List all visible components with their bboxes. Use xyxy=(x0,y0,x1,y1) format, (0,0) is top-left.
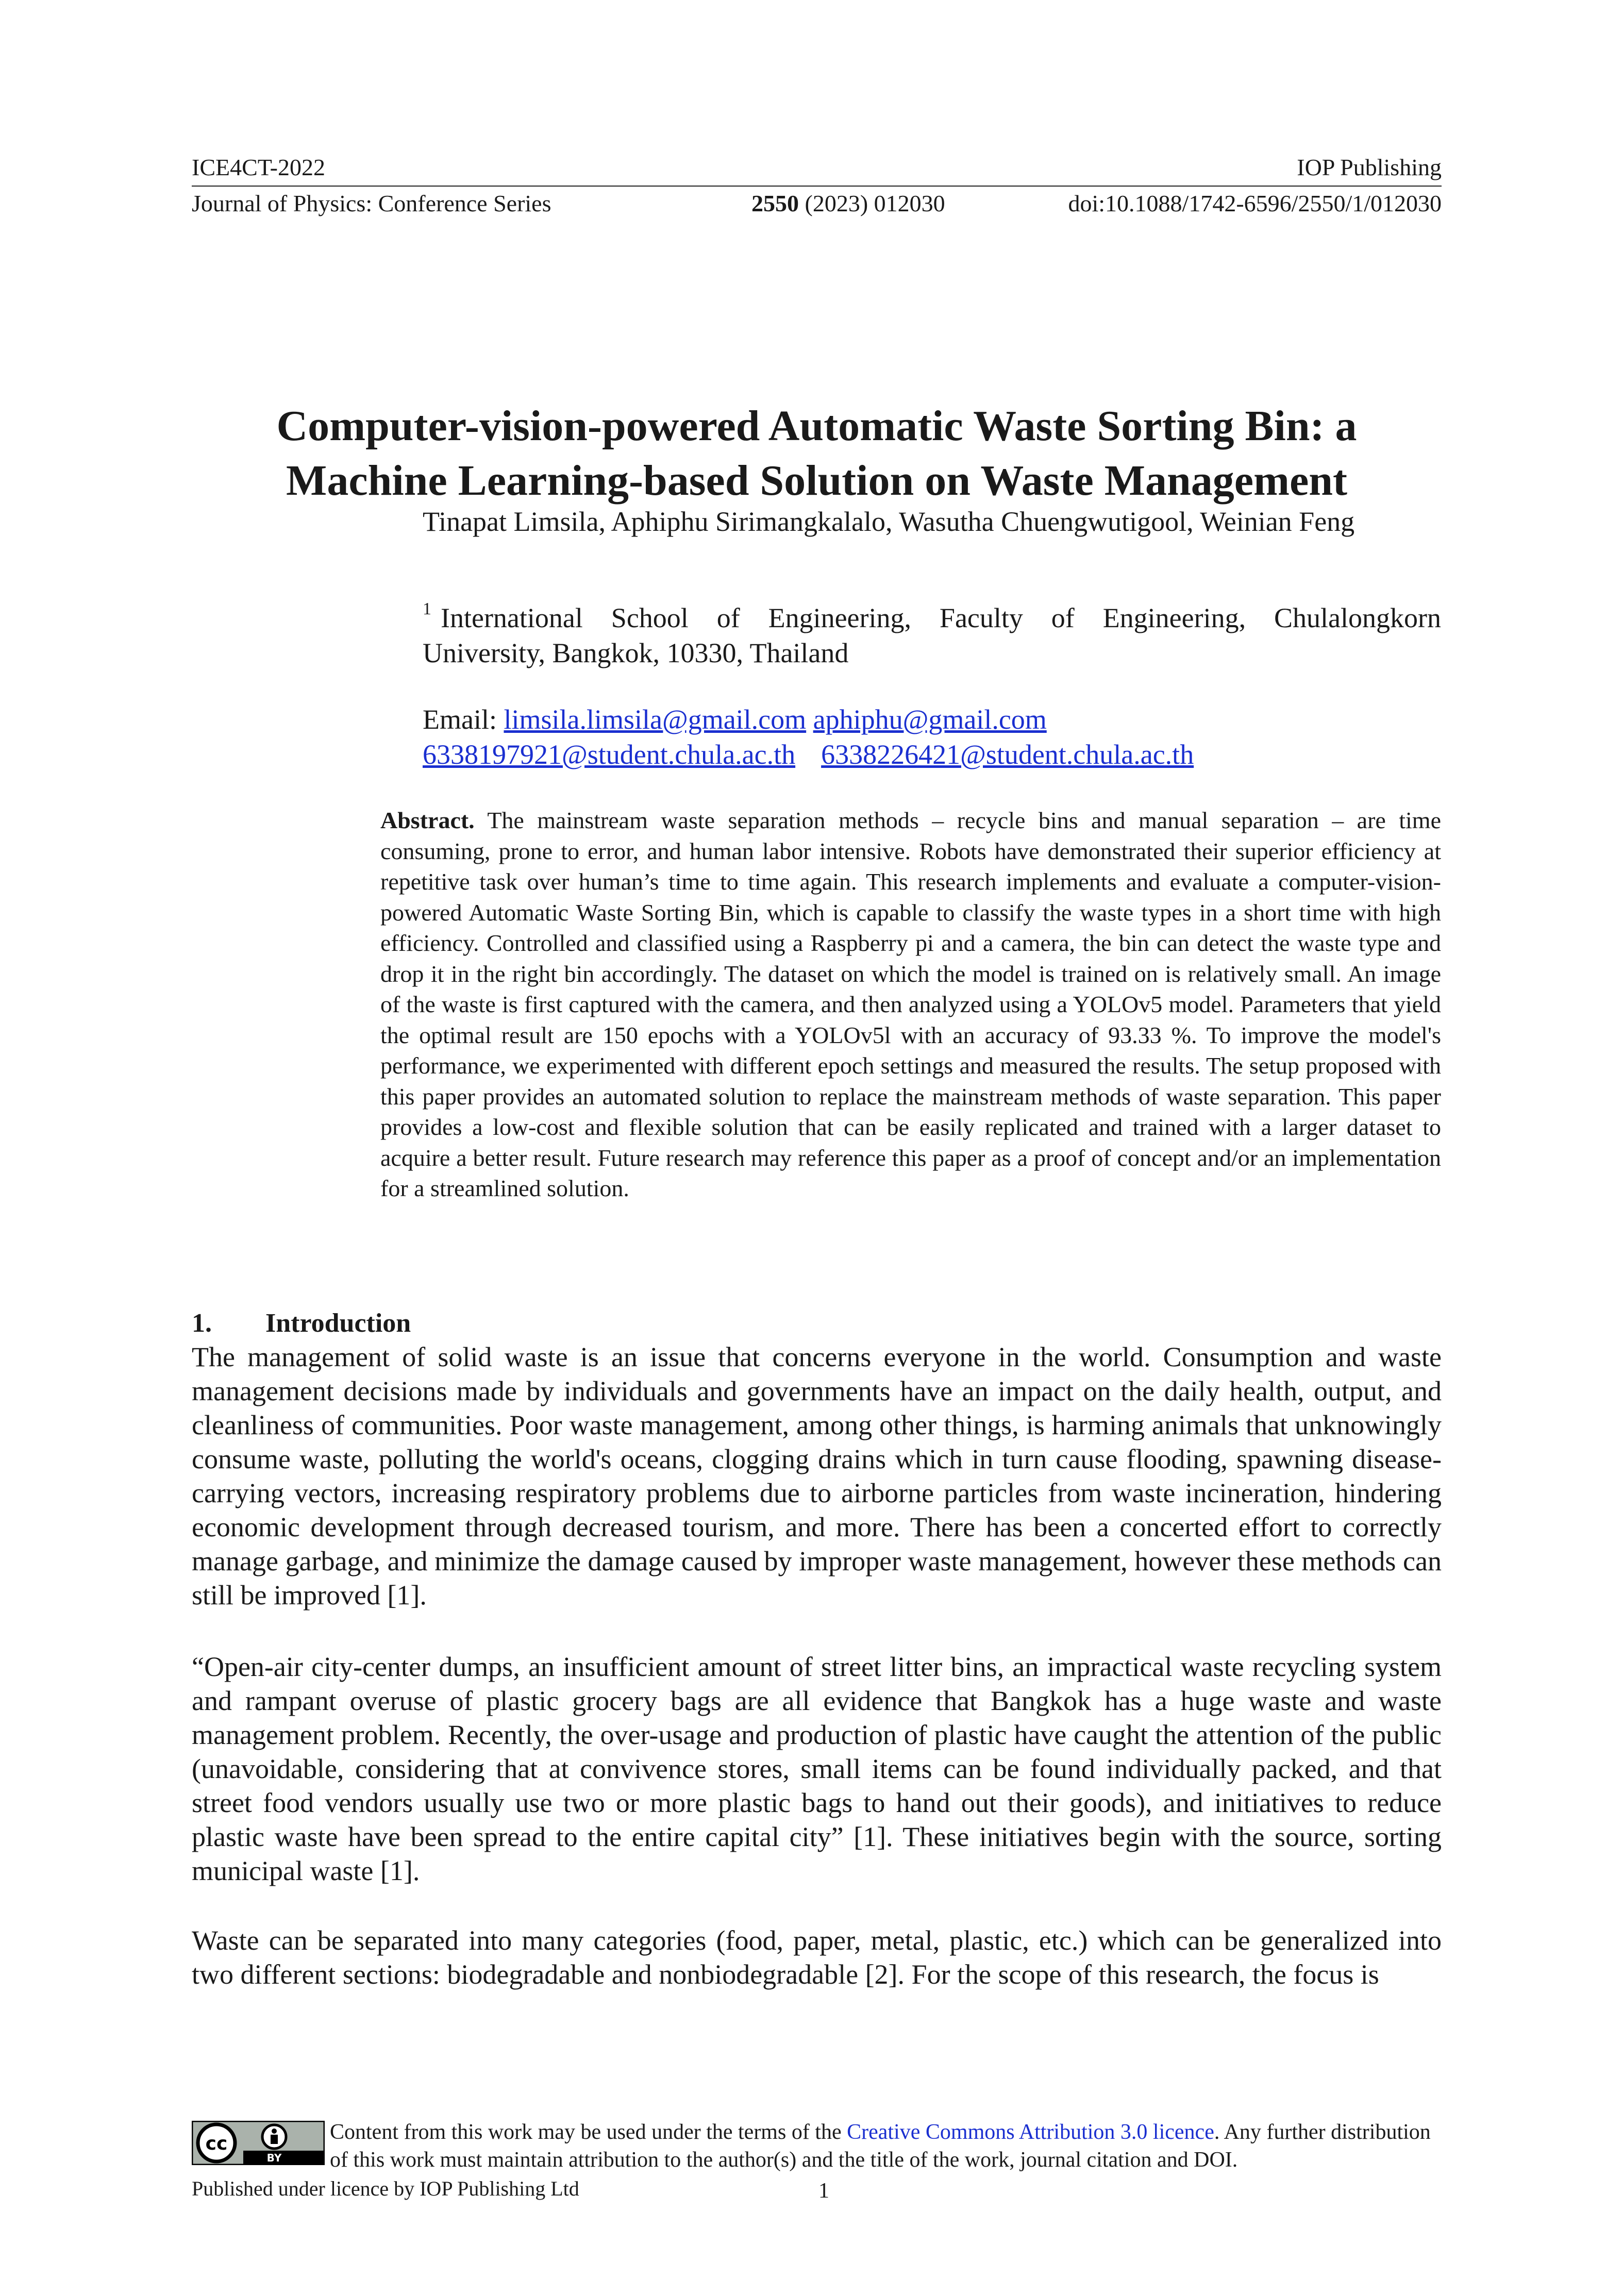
title-line-2: Machine Learning-based Solution on Waste Management xyxy=(286,457,1347,505)
affiliation-line-1: International School of Engineering, Faculty of Engineering, Chulalongkorn xyxy=(441,602,1441,633)
affiliation-line-2: University, Bangkok, 10330, Thailand xyxy=(423,638,849,668)
abstract-text: The mainstream waste separation methods – recycle bins and manual separation – are time consuming, prone to error, and human labor intensive. Robots have demonstrated their superior efficiency at repetitive task over human’s time to time again. This research implements and evaluate a computer-vision-powered Automatic Waste Sorting Bin, which is capable to classify the waste types in a short time with high efficiency. Controlled and classified using a Raspberry pi and a camera, the bin can detect the waste type and drop it in the right bin accordingly. The dataset on which the model is trained on is relatively small. An image of the waste is first captured with the camera, and then analyzed using a YOLOv5 model. Parameters that yield the optimal result are 150 epochs with a YOLOv5l with an accuracy of 93.33 %. To improve the model's performance, we experimented with different epoch settings and measured the results. The setup proposed with this paper provides an automated solution to replace the mainstream methods of waste separation. This paper provides a low-cost and flexible solution that can be easily replicated and trained with a larger dataset to acquire a better result. Future research may reference this paper as a proof of concept and/or an implementation for a streamlined solution. xyxy=(380,807,1441,1201)
paragraph: Waste can be separated into many categories (food, paper, metal, plastic, etc.) which can be generalized into two different sections: biodegradable and nonbiodegradable [2]. For the scope of this research, the focus is xyxy=(192,1925,1442,1990)
abstract xyxy=(380,805,1441,1204)
abstract-label: Abstract. xyxy=(380,807,475,833)
conference-name: ICE4CT-2022 xyxy=(192,154,325,180)
license-text-after: . Any further distribution xyxy=(1214,2120,1431,2144)
section-number: 1. xyxy=(192,1309,212,1338)
email-link-1[interactable]: limsila.limsila@gmail.com xyxy=(504,704,807,735)
page-number: 1 xyxy=(818,2179,829,2203)
author-list: Tinapat Limsila, Aphiphu Sirimangkalalo, Wasutha Chuengwutigool, Weinian Feng xyxy=(423,506,1355,537)
affiliation xyxy=(423,600,1441,671)
volume-number: 2550 xyxy=(751,190,799,216)
section-heading xyxy=(192,1307,411,1340)
paragraph: “Open-air city-center dumps, an insufficient amount of street litter bins, an impractical waste recycling system and rampant overuse of plastic grocery bags are all evidence that Bangkok has a huge waste and waste management problem. Recently, the over-usage and production of plastic have caught the attention of the public (unavoidable, considering that at convivence stores, small items can be found individually packed, and that street food vendors usually use two or more plastic bags to hand out their goods), and initiatives to reduce plastic waste have been spread to the entire capital city” [1]. These initiatives begin with the source, sorting municipal waste [1]. xyxy=(192,1651,1442,1886)
affiliation-marker: 1 xyxy=(423,599,431,618)
published-notice: Published under licence by IOP Publishing Ltd xyxy=(192,2177,579,2200)
citation-info xyxy=(751,189,945,219)
license-text-line-2: of this work must maintain attribution to the author(s) and the title of the work, journal citation and DOI. xyxy=(330,2148,1238,2172)
license-text-before: Content from this work may be used under the terms of the xyxy=(330,2120,842,2144)
cc-label: cc xyxy=(205,2133,228,2154)
year-issue: (2023) 012030 xyxy=(805,190,945,216)
email-link-4[interactable]: 6338226421@student.chula.ac.th xyxy=(821,739,1194,770)
license-link[interactable]: Creative Commons Attribution 3.0 licence xyxy=(847,2120,1214,2144)
running-header-bottom xyxy=(192,189,1442,219)
header-divider xyxy=(192,186,1442,187)
journal-name: Journal of Physics: Conference Series xyxy=(192,190,551,216)
email-link-3[interactable]: 6338197921@student.chula.ac.th xyxy=(423,739,796,770)
title-line-1: Computer-vision-powered Automatic Waste Sorting Bin: a xyxy=(276,402,1357,450)
cc-by-license-icon[interactable] xyxy=(192,2121,325,2165)
running-header-top xyxy=(192,153,1442,182)
license-notice xyxy=(330,2118,1431,2174)
by-label: BY xyxy=(266,2152,282,2164)
paragraph: The management of solid waste is an issue that concerns everyone in the world. Consumption and waste management decisions made by individuals and governments have an impact on the daily health, output, and cleanliness of communities. Poor waste management, among other things, is harming animals that unknowingly consume waste, polluting the world's oceans, clogging drains which in turn cause flooding, spawning disease-carrying vectors, increasing respiratory problems due to airborne particles from waste incineration, hindering economic development through decreased tourism, and more. There has been a concerted effort to correctly manage garbage, and minimize the damage caused by improper waste management, however these methods can still be improved [1]. xyxy=(192,1342,1442,1611)
email-label: Email: xyxy=(423,704,497,735)
section-title: Introduction xyxy=(265,1309,411,1338)
paper-title xyxy=(192,399,1442,508)
email-block xyxy=(423,702,1194,772)
email-link-2[interactable]: aphiphu@gmail.com xyxy=(813,704,1047,735)
publisher-name: IOP Publishing xyxy=(1297,154,1442,180)
doi: doi:10.1088/1742-6596/2550/1/012030 xyxy=(1068,190,1442,216)
